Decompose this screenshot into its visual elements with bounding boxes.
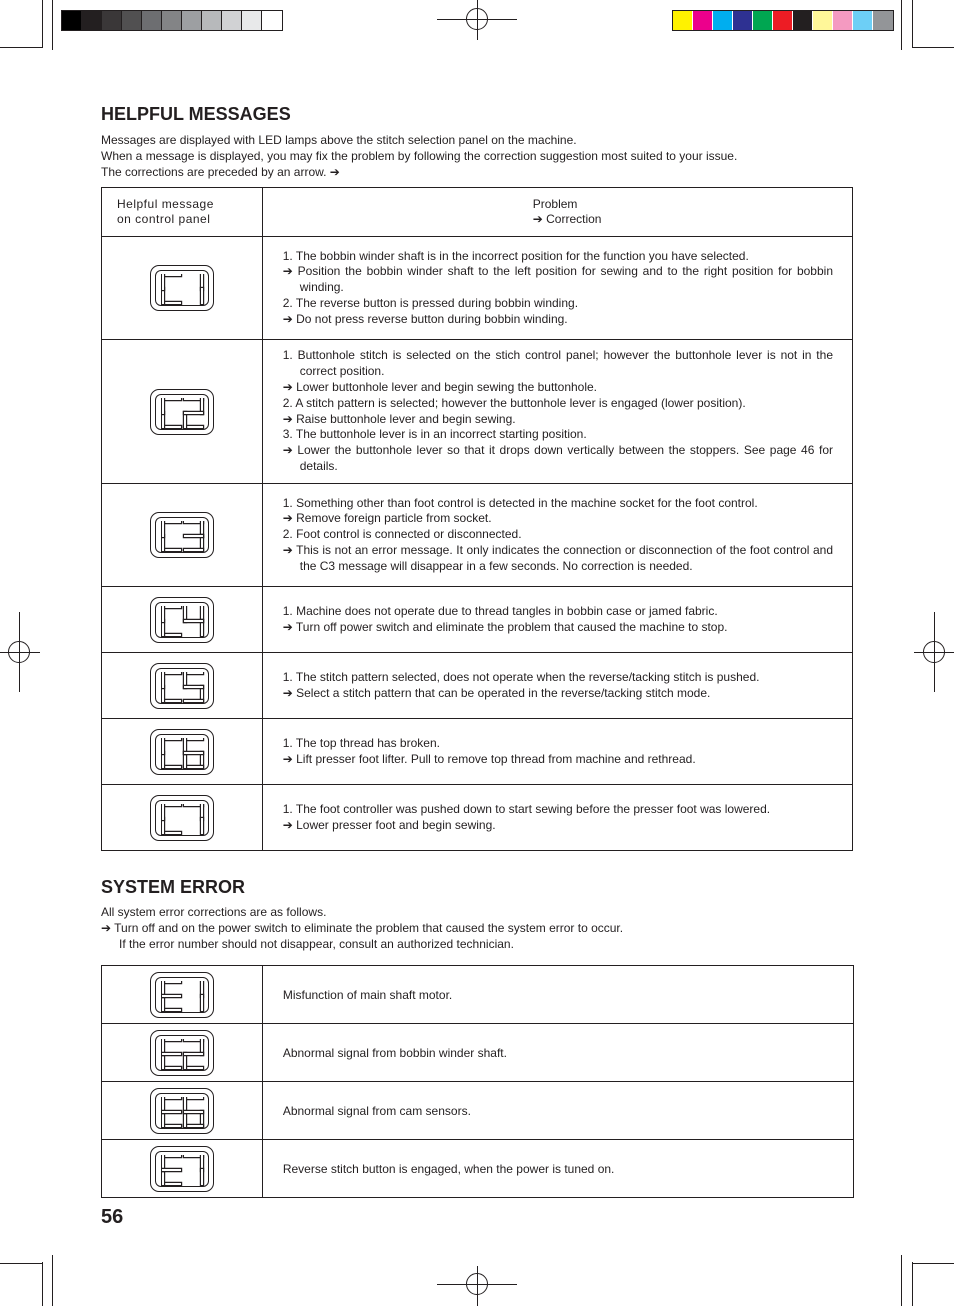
led-display-c6 — [150, 729, 214, 775]
problem-correction-cell — [262, 237, 852, 340]
code-cell — [102, 1082, 263, 1140]
message-row-c3 — [102, 484, 853, 587]
system-error-table — [101, 965, 854, 1198]
problem-line: 1. The top thread has broken. — [282, 735, 440, 750]
led-display-c7 — [150, 795, 214, 841]
intro-line: Messages are displayed with LED lamps above the stitch selection panel on the machine. — [101, 133, 577, 147]
system-intro — [101, 904, 623, 952]
crop-mark — [901, 0, 902, 50]
color-swatch — [122, 11, 142, 30]
led-display-c4 — [150, 597, 214, 643]
color-swatch — [62, 11, 82, 30]
color-swatch — [222, 11, 242, 30]
code-cell — [102, 1024, 263, 1082]
led-display-e7 — [150, 1146, 214, 1192]
error-row-e7 — [102, 1140, 854, 1198]
registration-mark — [923, 641, 945, 663]
color-swatch — [102, 11, 122, 30]
color-swatch — [813, 11, 833, 30]
code-cell — [102, 653, 263, 719]
led-display-c1 — [150, 265, 214, 311]
crop-mark — [0, 1263, 42, 1264]
crop-mark — [42, 0, 43, 48]
problem-line: ➔ Lift presser foot lifter. Pull to remove top thread from machine and rethread. — [282, 751, 696, 766]
crop-mark — [912, 1263, 954, 1264]
problem-line: ➔ Turn off power switch and eliminate the problem that caused the machine to stop. — [282, 619, 728, 634]
header-label: Problem — [532, 197, 578, 211]
problem-correction-cell — [262, 340, 852, 484]
crop-mark — [912, 1262, 913, 1306]
process-color-bar — [672, 10, 894, 31]
led-display-c2 — [150, 389, 214, 435]
intro-line: The corrections are preceded by an arrow. ➔ — [101, 165, 340, 179]
message-row-c7 — [102, 785, 853, 851]
error-description: Reverse stitch button is engaged, when the power is tuned on. — [262, 1140, 853, 1198]
error-row-e6 — [102, 1082, 854, 1140]
problem-line: 2. A stitch pattern is selected; however the buttonhole lever is engaged (lower position). — [282, 395, 746, 410]
intro-line: All system error corrections are as follows. — [101, 905, 327, 919]
crop-mark — [912, 47, 954, 48]
problem-line: ➔ Lower presser foot and begin sewing. — [282, 817, 496, 832]
problem-line: 3. The buttonhole lever is in an incorrect starting position. — [282, 427, 587, 442]
problem-line: 1. The bobbin winder shaft is in the incorrect position for the function you have selected. — [282, 248, 749, 263]
problem-line: ➔ This is not an error message. It only indicates the connection or disconnection of the foot control and the C3 message will disappear in a few seconds. No correction is needed. — [282, 542, 833, 573]
color-swatch — [713, 11, 733, 30]
problem-line: 2. Foot control is connected or disconnected. — [282, 527, 522, 542]
problem-correction-cell — [262, 719, 852, 785]
code-cell — [102, 1140, 263, 1198]
code-cell — [102, 719, 263, 785]
crop-mark — [52, 1255, 53, 1306]
header-label: ➔ Correction — [532, 212, 602, 226]
color-swatch — [202, 11, 222, 30]
problem-correction-cell — [262, 653, 852, 719]
registration-mark — [466, 8, 488, 30]
page-number: 56 — [101, 1206, 124, 1228]
header-message-cell — [102, 188, 263, 237]
problem-correction-cell — [262, 484, 852, 587]
color-swatch — [82, 11, 102, 30]
color-swatch — [873, 11, 893, 30]
problem-line: ➔ Raise buttonhole lever and begin sewing. — [282, 411, 516, 426]
helpful-intro — [101, 132, 737, 180]
code-cell — [102, 237, 263, 340]
color-swatch — [262, 11, 282, 30]
problem-line: ➔ Do not press reverse button during bobbin winding. — [282, 311, 568, 326]
color-swatch — [142, 11, 162, 30]
intro-line: ➔ Turn off and on the power switch to eliminate the problem that caused the system error to occur. — [101, 921, 624, 935]
error-row-e2 — [102, 1024, 854, 1082]
intro-line: When a message is displayed, you may fix the problem by following the correction suggestion most suited to your issue. — [101, 149, 738, 163]
message-row-c6 — [102, 719, 853, 785]
problem-line: 1. Buttonhole stitch is selected on the stich control panel; however the buttonhole lever is not in the correct position. — [282, 348, 833, 379]
color-swatch — [182, 11, 202, 30]
code-cell — [102, 966, 263, 1024]
problem-correction-cell — [262, 785, 852, 851]
problem-line: ➔ Select a stitch pattern that can be operated in the reverse/tacking stitch mode. — [282, 685, 711, 700]
led-display-c3 — [150, 512, 214, 558]
registration-mark — [8, 641, 30, 663]
color-swatch — [773, 11, 793, 30]
color-swatch — [162, 11, 182, 30]
crop-mark — [901, 1255, 902, 1306]
registration-mark — [466, 1273, 488, 1295]
color-swatch — [242, 11, 262, 30]
problem-line: ➔ Position the bobbin winder shaft to the left position for sewing and to the right position for bobbin winding. — [282, 264, 833, 295]
code-cell — [102, 340, 263, 484]
color-swatch — [793, 11, 813, 30]
table-header-row — [102, 188, 853, 237]
problem-line: 1. The foot controller was pushed down to start sewing before the presser foot was lowered. — [282, 801, 771, 816]
led-display-e6 — [150, 1088, 214, 1134]
led-display-e2 — [150, 1030, 214, 1076]
problem-line: 2. The reverse button is pressed during bobbin winding. — [282, 295, 579, 310]
problem-correction-cell — [262, 587, 852, 653]
problem-line: ➔ Lower buttonhole lever and begin sewing the buttonhole. — [282, 379, 598, 394]
header-problem-cell — [262, 188, 852, 237]
led-display-c5 — [150, 663, 214, 709]
gray-color-bar — [61, 10, 283, 31]
message-row-c1 — [102, 237, 853, 340]
error-description: Abnormal signal from cam sensors. — [262, 1082, 853, 1140]
intro-line: If the error number should not disappear, consult an authorized technician. — [119, 937, 514, 951]
color-swatch — [833, 11, 853, 30]
crop-mark — [912, 0, 913, 48]
color-swatch — [693, 11, 713, 30]
helpful-messages-title: HELPFUL MESSAGES — [101, 104, 291, 124]
message-row-c5 — [102, 653, 853, 719]
error-description: Abnormal signal from bobbin winder shaft. — [262, 1024, 853, 1082]
crop-mark — [0, 47, 42, 48]
system-error-title: SYSTEM ERROR — [101, 877, 246, 897]
code-cell — [102, 484, 263, 587]
message-row-c4 — [102, 587, 853, 653]
problem-line: ➔ Lower the buttonhole lever so that it drops down vertically between the stoppers. See page 46 for details. — [282, 443, 833, 473]
header-label: on control panel — [117, 212, 211, 226]
error-description: Misfunction of main shaft motor. — [262, 966, 853, 1024]
color-swatch — [673, 11, 693, 30]
problem-line: 1. Machine does not operate due to thread tangles in bobbin case or jamed fabric. — [282, 603, 718, 618]
color-swatch — [753, 11, 773, 30]
color-swatch — [733, 11, 753, 30]
problem-line: 1. Something other than foot control is detected in the machine socket for the foot control. — [282, 495, 758, 510]
problem-line: 1. The stitch pattern selected, does not operate when the reverse/tacking stitch is pushed. — [282, 669, 760, 684]
header-label: Helpful message — [117, 197, 214, 211]
message-row-c2 — [102, 340, 853, 484]
color-swatch — [853, 11, 873, 30]
error-row-e1 — [102, 966, 854, 1024]
code-cell — [102, 785, 263, 851]
crop-mark — [52, 0, 53, 50]
code-cell — [102, 587, 263, 653]
crop-mark — [42, 1262, 43, 1306]
helpful-messages-table — [101, 187, 853, 851]
led-display-e1 — [150, 972, 214, 1018]
problem-line: ➔ Remove foreign particle from socket. — [282, 511, 492, 526]
